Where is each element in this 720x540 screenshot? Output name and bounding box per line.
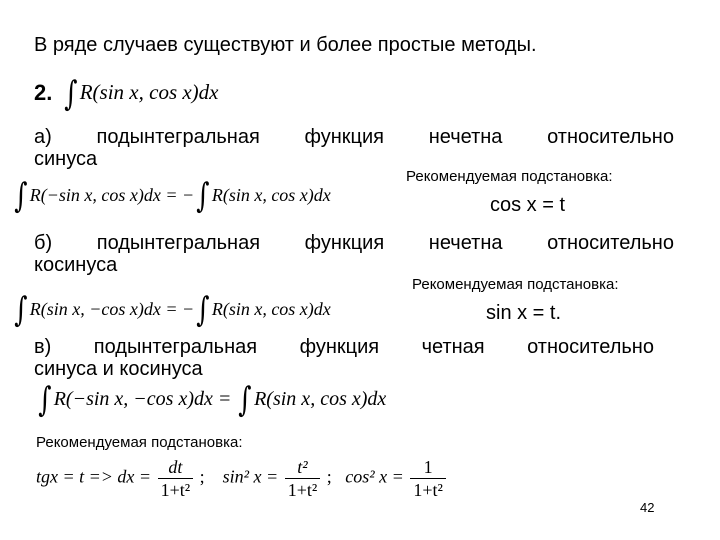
page-number: 42 — [640, 500, 655, 515]
fraction-cos-numerator: 1 — [410, 456, 446, 479]
sub-part3-prefix: cos² x = — [345, 466, 404, 487]
case-b-heading — [34, 232, 674, 255]
case-b-heading-line2: косинуса — [34, 254, 118, 276]
case-c-formula-left: R(−sin x, −cos x)dx = — [53, 388, 232, 410]
case-b-word-1: б) — [34, 232, 53, 254]
substitution-formula — [36, 456, 448, 501]
fraction-sin — [285, 456, 321, 501]
fraction-cos — [410, 456, 446, 501]
case-b-word-5: относительно — [547, 232, 674, 254]
intro-text: В ряде случаев существуют и более простые методы. — [34, 34, 537, 56]
integral-sign-icon: ∫ — [38, 380, 52, 420]
sub-part1-prefix: tgx = t => dx = — [36, 466, 152, 487]
integral-sign-icon: ∫ — [14, 176, 28, 216]
case-b-word-3: функция — [304, 232, 385, 254]
separator-1: ; — [199, 466, 205, 487]
fraction-sin-numerator: t² — [285, 456, 321, 479]
case-b-formula-left: R(sin x, −cos x)dx = − — [29, 299, 195, 319]
case-c-heading — [34, 336, 654, 359]
integral-sign-icon: ∫ — [196, 176, 210, 216]
fraction-dt-numerator: dt — [158, 456, 194, 479]
sub-part2-prefix: sin² x = — [222, 466, 279, 487]
case-a-formula-left: R(−sin x, cos x)dx = − — [29, 185, 195, 205]
main-integral — [62, 74, 219, 114]
fraction-dt-denominator: 1+t² — [160, 480, 191, 500]
case-b-word-4: нечетна — [428, 232, 503, 254]
integral-sign-icon: ∫ — [14, 290, 28, 330]
case-a-heading — [34, 126, 674, 149]
case-c-word-4: четная — [421, 336, 485, 358]
case-b-substitution: sin x = t. — [486, 302, 562, 324]
case-c-word-5: относительно — [527, 336, 654, 358]
case-c-formula-right: R(sin x, cos x)dx — [254, 388, 387, 410]
main-integral-body: R(sin x, cos x)dx — [79, 80, 219, 104]
case-c-word-2: подынтегральная — [93, 336, 258, 358]
case-a-substitution: cos x = t — [490, 194, 566, 216]
case-a-heading-line2: синуса — [34, 148, 98, 170]
case-a-formula-right: R(sin x, cos x)dx — [211, 185, 331, 205]
integral-sign-icon: ∫ — [238, 380, 252, 420]
case-b-formula — [12, 290, 331, 330]
integral-sign-icon: ∫ — [196, 290, 210, 330]
case-b-rec-label: Рекомендуемая подстановка: — [412, 276, 619, 293]
item-number: 2. — [34, 80, 53, 105]
case-b-formula-right: R(sin x, cos x)dx — [211, 299, 331, 319]
case-c-rec-label: Рекомендуемая подстановка: — [36, 434, 243, 451]
fraction-sin-denominator: 1+t² — [287, 480, 318, 500]
case-b-word-2: подынтегральная — [96, 232, 261, 254]
case-c-word-3: функция — [299, 336, 380, 358]
case-a-word-3: функция — [304, 126, 384, 148]
case-a-word-2: подынтегральная — [96, 126, 260, 148]
case-a-word-4: нечетна — [428, 126, 503, 148]
fraction-cos-denominator: 1+t² — [413, 480, 443, 500]
separator-2: ; — [326, 466, 332, 487]
fraction-dt — [158, 456, 194, 501]
case-a-rec-label: Рекомендуемая подстановка: — [406, 168, 613, 185]
case-c-word-1: в) — [34, 336, 52, 358]
case-a-word-1: а) — [34, 126, 52, 148]
integral-sign-icon: ∫ — [64, 74, 78, 114]
case-c-heading-line2: синуса и косинуса — [34, 358, 203, 380]
case-c-formula — [36, 380, 386, 420]
case-a-word-5: относительно — [547, 126, 674, 148]
case-a-formula — [12, 176, 331, 216]
